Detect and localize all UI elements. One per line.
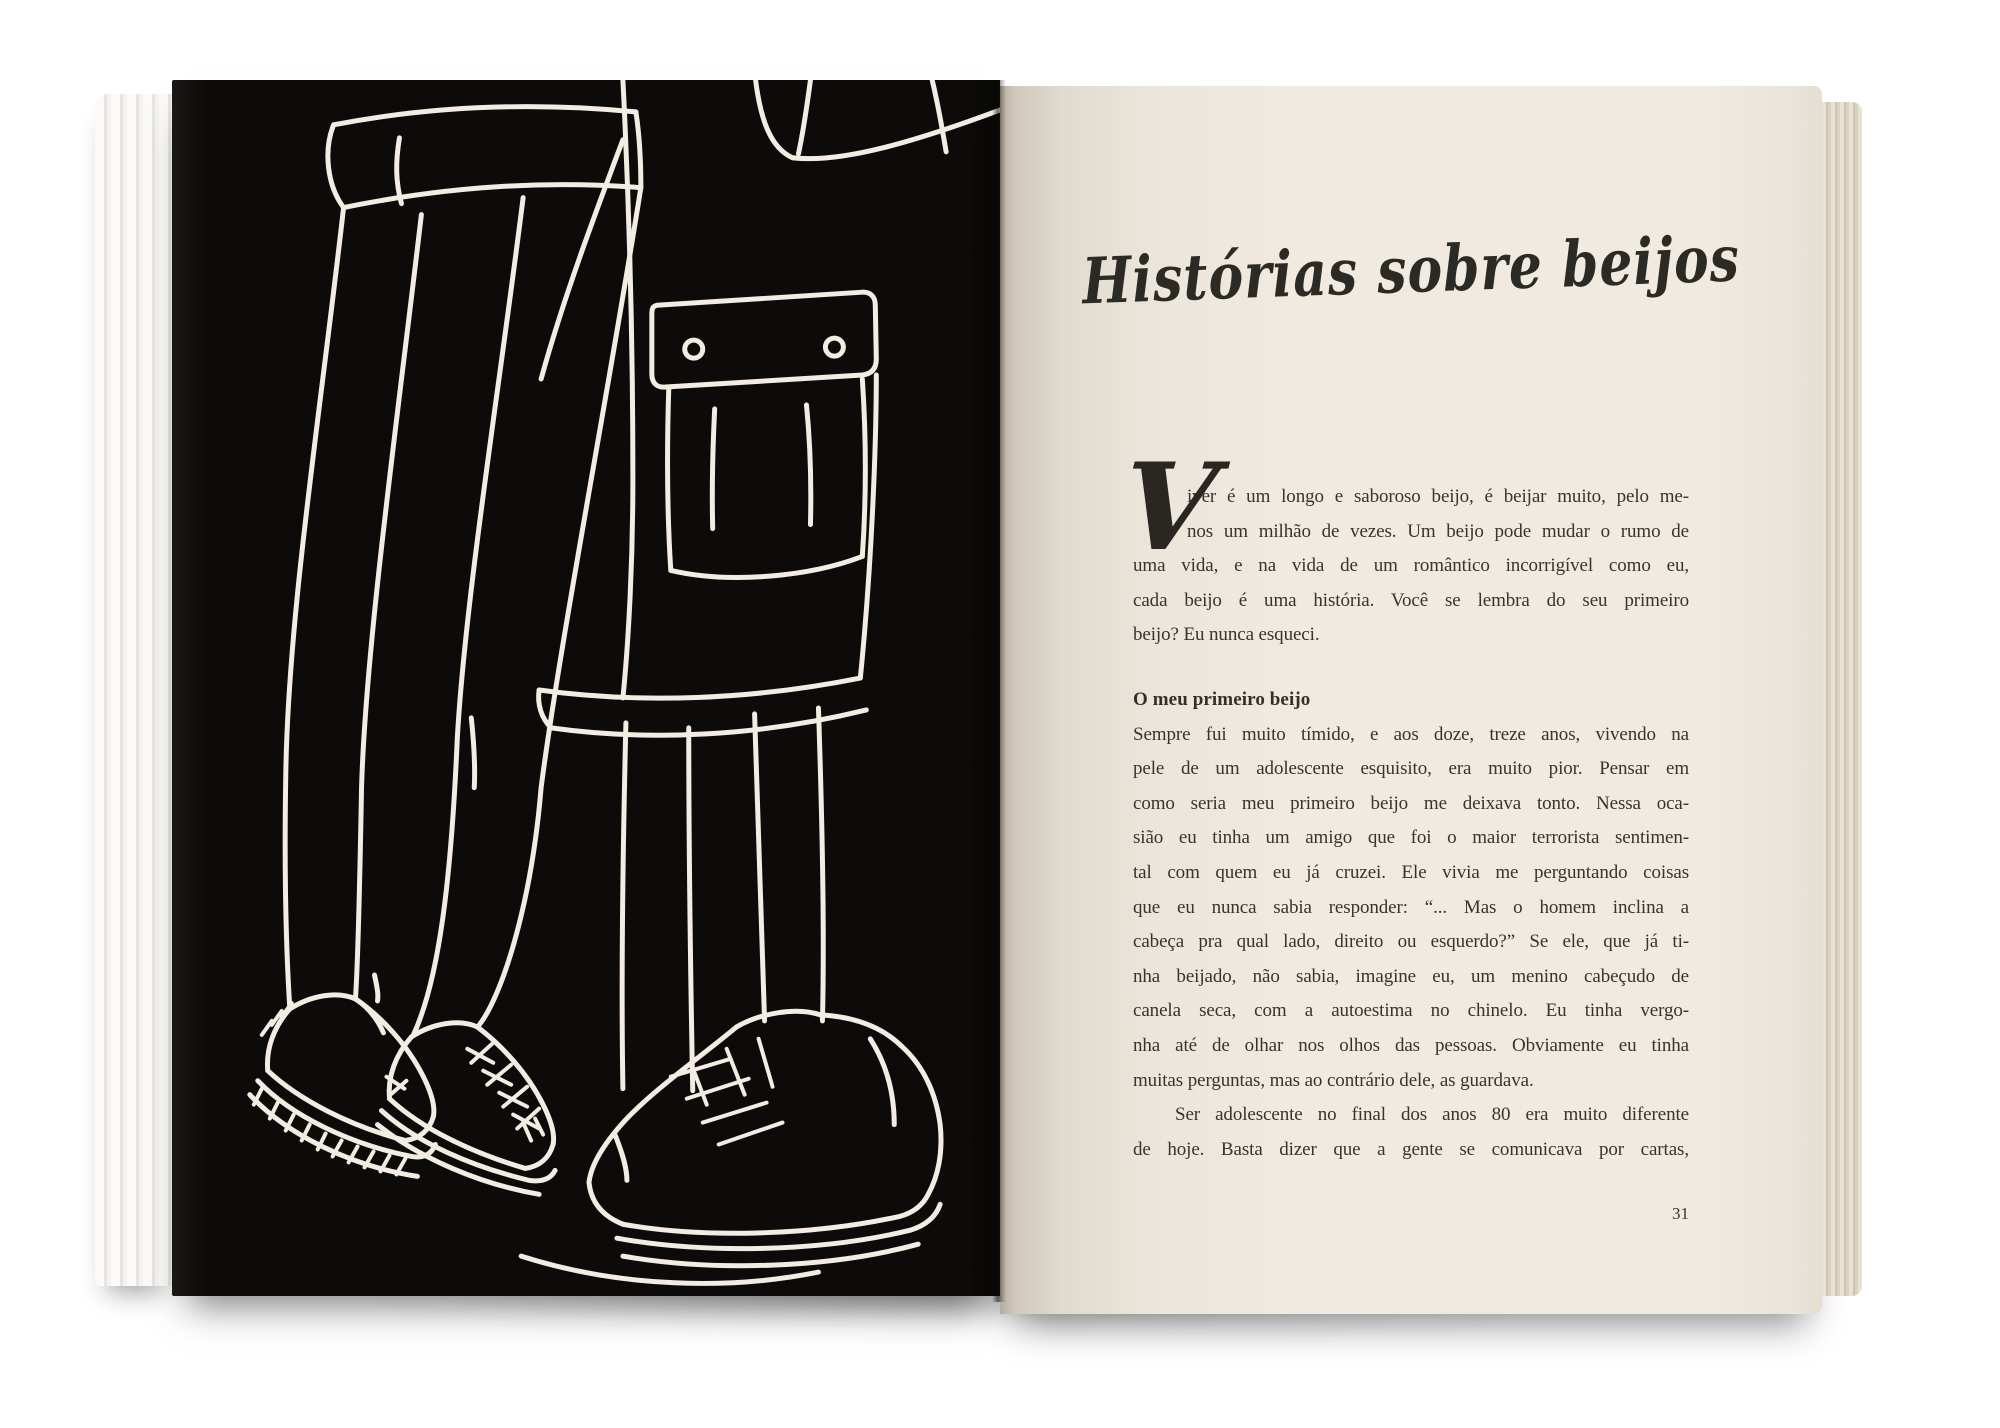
chapter-title: Histórias sobre beijos <box>1080 221 1742 320</box>
text-line: como seria meu primeiro beijo me deixava tonto. Nessa oca- <box>1133 792 1689 814</box>
kissing-couple-legs-illustration <box>172 80 1000 1296</box>
text-line: sião eu tinha um amigo que foi o maior terrorista sentimen- <box>1133 827 1689 849</box>
paragraph-1-lines <box>1133 480 1689 653</box>
body-text <box>1116 437 1689 1167</box>
text-line: de hoje. Basta dizer que a gente se comunicava por cartas, <box>1133 1138 1689 1160</box>
text-line: cabeça pra qual lado, direito ou esquerdo?” Se ele, que já ti- <box>1133 931 1689 953</box>
right-page <box>1000 86 1822 1314</box>
text-line: beijo? Eu nunca esqueci. <box>1133 624 1320 646</box>
book <box>95 80 1862 1320</box>
text-line: Ser adolescente no final dos anos 80 era muito diferente <box>1175 1104 1689 1126</box>
right-page-stack-edge <box>1822 102 1862 1296</box>
text-line: tal com quem eu já cruzei. Ele vivia me perguntando coisas <box>1133 861 1689 883</box>
text-line: pele de um adolescente esquisito, era muito pior. Pensar em <box>1133 758 1689 780</box>
text-line: cada beijo é uma história. Você se lembra do seu primeiro <box>1133 589 1689 611</box>
spine <box>992 80 1006 1302</box>
paragraph-1 <box>1116 437 1689 653</box>
text-line: que eu nunca sabia responder: “... Mas o homem inclina a <box>1133 896 1689 918</box>
text-line: Sempre fui muito tímido, e aos doze, treze anos, vivendo na <box>1133 723 1689 745</box>
drop-cap: V <box>1116 437 1223 578</box>
paragraph-2-lines <box>1133 718 1689 1099</box>
text-line: nha beijado, não sabia, imagine eu, um menino cabeçudo de <box>1133 965 1689 987</box>
text-line: uma vida, e na vida de um romântico incorrigível como eu, <box>1133 555 1689 577</box>
paragraph-3-lines <box>1133 1098 1689 1167</box>
text-line: canela seca, com a autoestima no chinelo. Eu tinha vergo- <box>1133 1000 1689 1022</box>
text-line: nos um milhão de vezes. Um beijo pode mudar o rumo de <box>1187 520 1689 542</box>
text-line: muitas perguntas, mas ao contrário dele, as guardava. <box>1133 1069 1534 1091</box>
section-subheading: O meu primeiro beijo <box>1133 688 1311 710</box>
page-number: 31 <box>1672 1204 1689 1223</box>
left-page-stack-edge <box>95 94 173 1286</box>
text-line: iver é um longo e saboroso beijo, é beijar muito, pelo me- <box>1187 486 1689 507</box>
left-page <box>172 80 1000 1296</box>
text-line: nha até de olhar nos olhos das pessoas. Obviamente eu tinha <box>1133 1034 1689 1056</box>
